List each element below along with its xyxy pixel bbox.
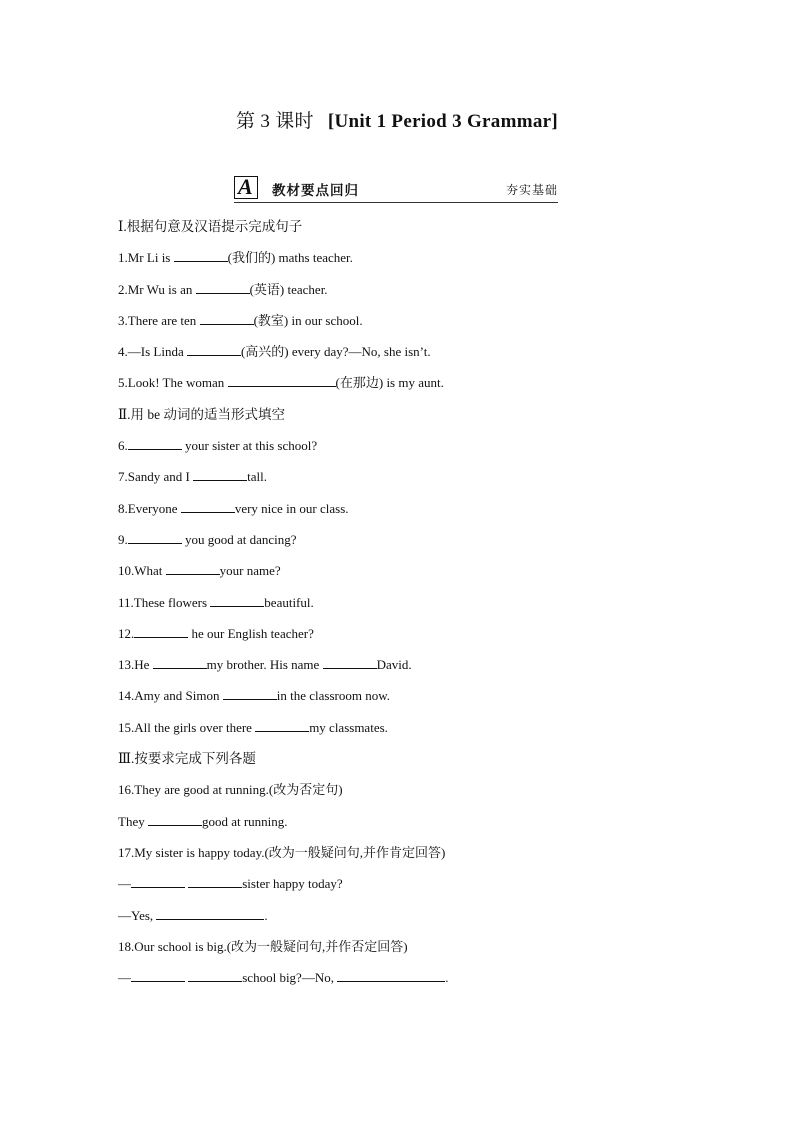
exercise-line: [118, 654, 718, 685]
exercise-line: [118, 717, 718, 748]
line-text: Ⅰ.根据句意及汉语提示完成句子: [118, 219, 303, 234]
line-text: 6.: [118, 438, 128, 454]
section-heading: [118, 404, 718, 435]
answer-blank[interactable]: [187, 341, 241, 356]
answer-blank[interactable]: [153, 654, 207, 669]
exercise-line: [118, 685, 718, 716]
banner-divider: [234, 202, 558, 203]
line-text: (英语) teacher.: [249, 281, 328, 297]
answer-blank[interactable]: [223, 685, 277, 700]
line-text: 18.Our school is big.(改为一般疑问句,并作否定回答): [118, 938, 408, 954]
exercise-line: [118, 435, 718, 466]
answer-blank[interactable]: [255, 717, 309, 732]
answer-blank[interactable]: [134, 623, 188, 638]
line-text: (高兴的) every day?—No, she isn’t.: [240, 344, 431, 360]
answer-blank[interactable]: [174, 247, 228, 262]
page-title: [0, 106, 794, 133]
answer-blank[interactable]: [128, 529, 182, 544]
line-text: 15.All the girls over there: [118, 719, 256, 735]
answer-blank[interactable]: [128, 435, 182, 450]
exercise-line: [118, 341, 718, 372]
answer-blank[interactable]: [196, 279, 250, 294]
exercise-line: [118, 842, 718, 873]
answer-blank[interactable]: [210, 592, 264, 607]
badge-letter: A: [238, 174, 253, 199]
answer-blank[interactable]: [188, 967, 242, 982]
line-text: my classmates.: [309, 719, 388, 735]
answer-blank[interactable]: [323, 654, 377, 669]
line-text: 1.Mr Li is: [118, 250, 174, 266]
line-text: 9.: [118, 531, 128, 547]
line-text: 4.—Is Linda: [118, 344, 187, 360]
exercise-line: [118, 779, 718, 810]
line-text: .: [264, 907, 268, 923]
line-text: my brother. His name: [206, 657, 323, 673]
line-text: beautiful.: [264, 594, 314, 610]
line-text: 11.These flowers: [118, 594, 211, 610]
title-chinese: 第 3 课时: [236, 111, 314, 132]
exercise-line: [118, 279, 718, 310]
line-text: 14.Amy and Simon: [118, 688, 223, 704]
exercise-line: [118, 466, 718, 497]
line-text: 8.Everyone: [118, 500, 181, 516]
line-text: very nice in our class.: [234, 500, 349, 516]
exercise-line: [118, 310, 718, 341]
line-text: he our English teacher?: [188, 625, 314, 641]
exercise-line: [118, 498, 718, 529]
line-text: (教室) in our school.: [253, 312, 363, 328]
line-text: 2.Mr Wu is an: [118, 281, 196, 297]
exercise-line: [118, 592, 718, 623]
line-text: —: [118, 876, 131, 892]
exercise-line: [118, 529, 718, 560]
line-text: (我们的) maths teacher.: [227, 250, 353, 266]
answer-blank[interactable]: [131, 967, 185, 982]
line-text: in the classroom now.: [276, 688, 390, 704]
exercise-line: [118, 811, 718, 842]
line-text: sister happy today?: [242, 876, 343, 892]
title-english: [Unit 1 Period 3 Grammar]: [327, 111, 558, 132]
line-text: your sister at this school?: [181, 438, 318, 454]
line-text: —: [118, 970, 131, 986]
answer-blank[interactable]: [337, 967, 445, 982]
line-text: 17.My sister is happy today.(改为一般疑问句,并作肯定回答): [118, 844, 446, 860]
section-banner: [234, 176, 558, 203]
exercise-line: [118, 967, 718, 998]
line-text: .: [445, 970, 449, 986]
line-text: you good at dancing?: [181, 531, 297, 547]
line-text: your name?: [219, 563, 281, 579]
section-heading: [118, 748, 718, 779]
line-text: 5.Look! The woman: [118, 375, 228, 391]
section-subtitle: 夯实基础: [505, 183, 558, 197]
exercise-list: [118, 216, 718, 998]
line-text: 13.He: [118, 657, 153, 673]
section-a-icon: [234, 176, 258, 199]
line-text: Ⅲ.按要求完成下列各题: [118, 751, 256, 767]
line-text: good at running.: [201, 813, 288, 829]
answer-blank[interactable]: [200, 310, 254, 325]
exercise-line: [118, 936, 718, 967]
line-text: 12.: [118, 625, 135, 641]
answer-blank[interactable]: [188, 873, 242, 888]
line-text: tall.: [247, 469, 267, 485]
section-heading: [118, 216, 718, 247]
answer-blank[interactable]: [166, 560, 220, 575]
exercise-line: [118, 372, 718, 403]
answer-blank[interactable]: [156, 905, 264, 920]
answer-blank[interactable]: [181, 498, 235, 513]
exercise-line: [118, 873, 718, 904]
exercise-line: [118, 560, 718, 591]
line-text: They: [118, 813, 148, 829]
answer-blank[interactable]: [193, 466, 247, 481]
exercise-line: [118, 623, 718, 654]
line-text: 10.What: [118, 563, 166, 579]
answer-blank[interactable]: [131, 873, 185, 888]
answer-blank[interactable]: [148, 811, 202, 826]
line-text: (在那边) is my aunt.: [335, 375, 444, 391]
line-text: school big?—No,: [242, 970, 338, 986]
exercise-line: [118, 905, 718, 936]
line-text: 16.They are good at running.(改为否定句): [118, 782, 343, 798]
line-text: 7.Sandy and I: [118, 469, 194, 485]
section-label: 教材要点回归: [272, 183, 359, 199]
answer-blank[interactable]: [228, 372, 336, 387]
line-text: David.: [376, 657, 412, 673]
exercise-line: [118, 247, 718, 278]
line-text: 3.There are ten: [118, 312, 200, 328]
line-text: —Yes,: [118, 907, 157, 923]
line-text: Ⅱ.用 be 动词的适当形式填空: [118, 406, 286, 422]
